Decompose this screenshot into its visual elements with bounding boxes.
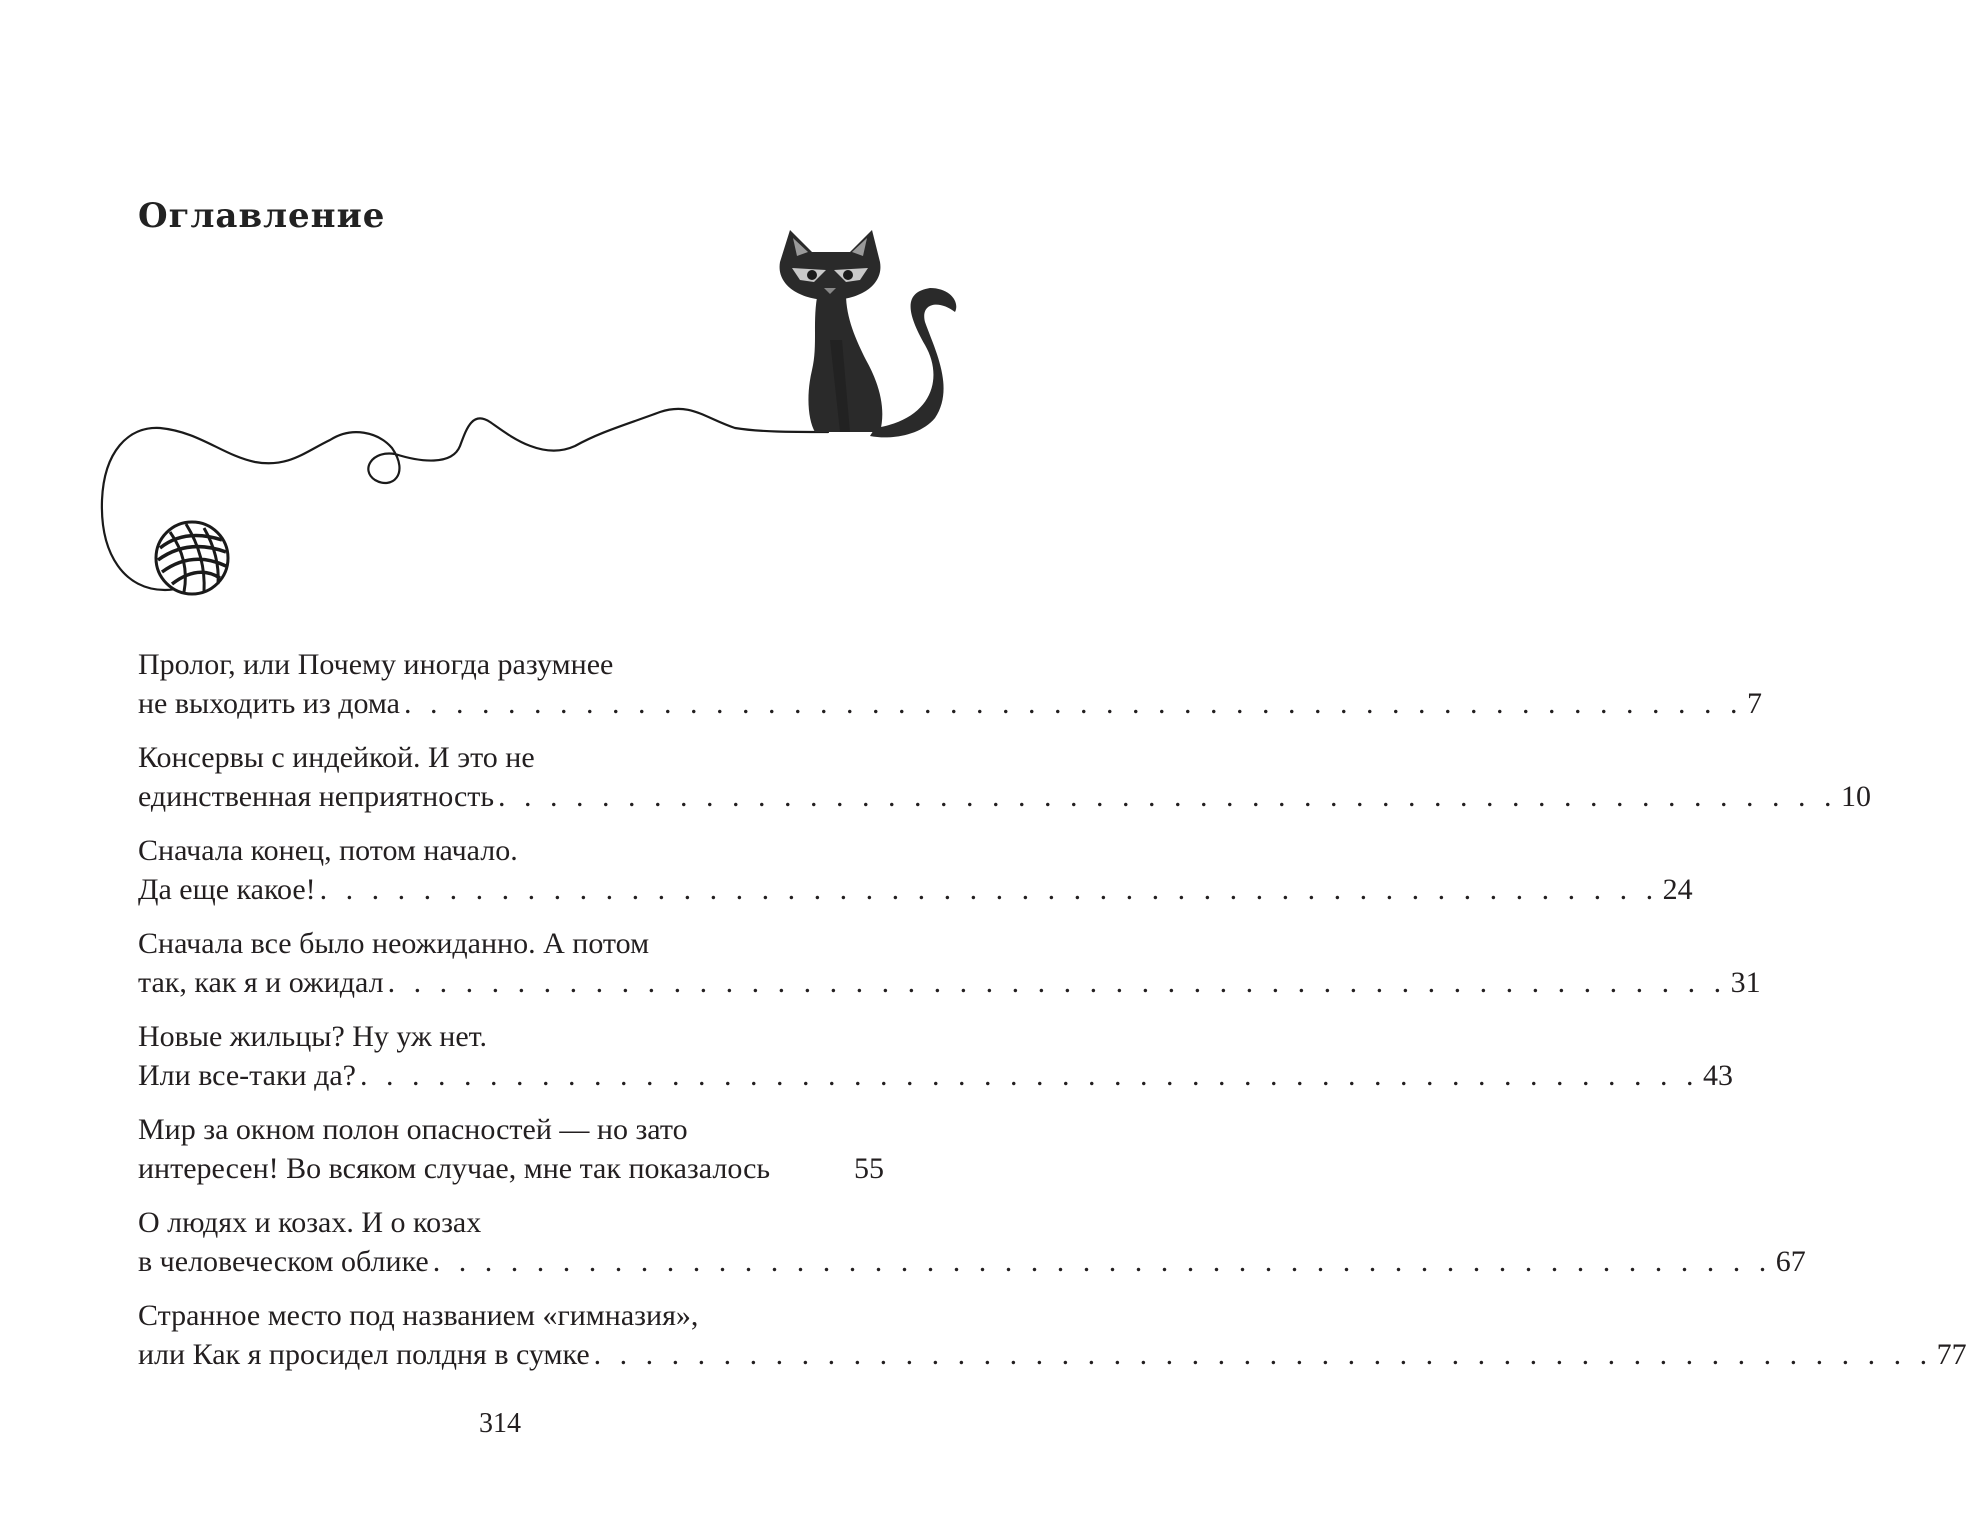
entry-page-number: 67 xyxy=(1775,1245,1806,1278)
toc-list xyxy=(138,645,1967,1389)
entry-title-line1: Сначала все было неожиданно. А потом xyxy=(138,927,650,960)
dot-leader: . . . . . . . . . . . . . . . . . . . . . . . . . . . . . . . . . . . . . . . . . . . . . . . . . . . . xyxy=(404,687,1743,720)
toc-heading: Оглавление xyxy=(138,196,386,236)
dot-leader: . . . . . . . . . . . . . . . . . . . . . . . . . . . . . . . . . . . . . . . . . . . . . . . . . . . . xyxy=(359,1059,1699,1092)
yarn-ball-icon xyxy=(156,522,228,594)
entry-title-line2: Да еще какое! xyxy=(138,873,316,906)
entry-title-line1: Новые жильцы? Ну уж нет. xyxy=(138,1020,487,1053)
entry-title-line2: в человеческом облике xyxy=(138,1245,429,1278)
entry-title-line1: О людях и козах. И о козах xyxy=(138,1206,482,1239)
toc-entry[interactable] xyxy=(138,1296,1967,1374)
entry-page-number: 55 xyxy=(854,1152,884,1185)
toc-entry[interactable] xyxy=(138,645,1762,723)
black-cat-icon xyxy=(780,230,957,437)
entry-title-line2: единственная неприятность xyxy=(138,780,495,813)
toc-entry[interactable] xyxy=(138,924,1761,1002)
entry-title-line1: Консервы с индейкой. И это не xyxy=(138,741,535,774)
toc-entry[interactable] xyxy=(138,1203,1806,1281)
toc-entry[interactable] xyxy=(138,1017,1733,1095)
entry-title-line2: интересен! Во всяком случае, мне так показалось xyxy=(138,1152,771,1185)
entry-page-number: 31 xyxy=(1730,966,1761,999)
entry-page-number: 24 xyxy=(1662,873,1693,906)
entry-title-line1: Странное место под названием «гимназия», xyxy=(138,1299,699,1332)
entry-title-line2: так, как я и ожидал xyxy=(138,966,384,999)
toc-entry[interactable] xyxy=(138,738,1872,816)
dot-leader: . . . . . . . . . . . . . . . . . . . . . . . . . . . . . . . . . . . . . . . . . . . . . . . . . . . . xyxy=(432,1245,1772,1278)
entry-page-number: 7 xyxy=(1747,687,1762,720)
entry-title-line2: или Как я просидел полдня в сумке xyxy=(138,1338,590,1371)
entry-title-line2: Или все-таки да? xyxy=(138,1059,356,1092)
entry-title-line1: Мир за окном полон опасностей — но зато xyxy=(138,1113,688,1146)
entry-title-line1: Сначала конец, потом начало. xyxy=(138,834,518,867)
entry-page-number: 10 xyxy=(1841,780,1872,813)
toc-entry[interactable] xyxy=(138,831,1693,909)
dot-leader: . . . . . . . . . . . . . . . . . . . . . . . . . . . . . . . . . . . . . . . . . . . . . . . . . . . . xyxy=(498,780,1838,813)
entry-title-line2: не выходить из дома xyxy=(138,687,400,720)
cat-and-yarn-illustration xyxy=(0,0,1000,620)
dot-leader: . . . . . . . . . . . . . . . . . . . . . . . . . . . . . . . . . . . . . . . . . . . . . . . . . . . . xyxy=(387,966,1727,999)
dot-leader: . . . . . . . . . . . . . . . . . . . . . . . . . . . . . . . . . . . . . . . . . . . . . . . . . . . . xyxy=(319,873,1659,906)
page-number: 314 xyxy=(479,1408,521,1439)
entry-title-line1: Пролог, или Почему иногда разумнее xyxy=(138,648,614,681)
entry-page-number: 43 xyxy=(1702,1059,1733,1092)
toc-entry[interactable] xyxy=(138,1110,884,1188)
entry-page-number: 77 xyxy=(1936,1338,1967,1371)
dot-leader: . . . . . . . . . . . . . . . . . . . . . . . . . . . . . . . . . . . . . . . . . . . . . . . . . . . . xyxy=(593,1338,1933,1371)
